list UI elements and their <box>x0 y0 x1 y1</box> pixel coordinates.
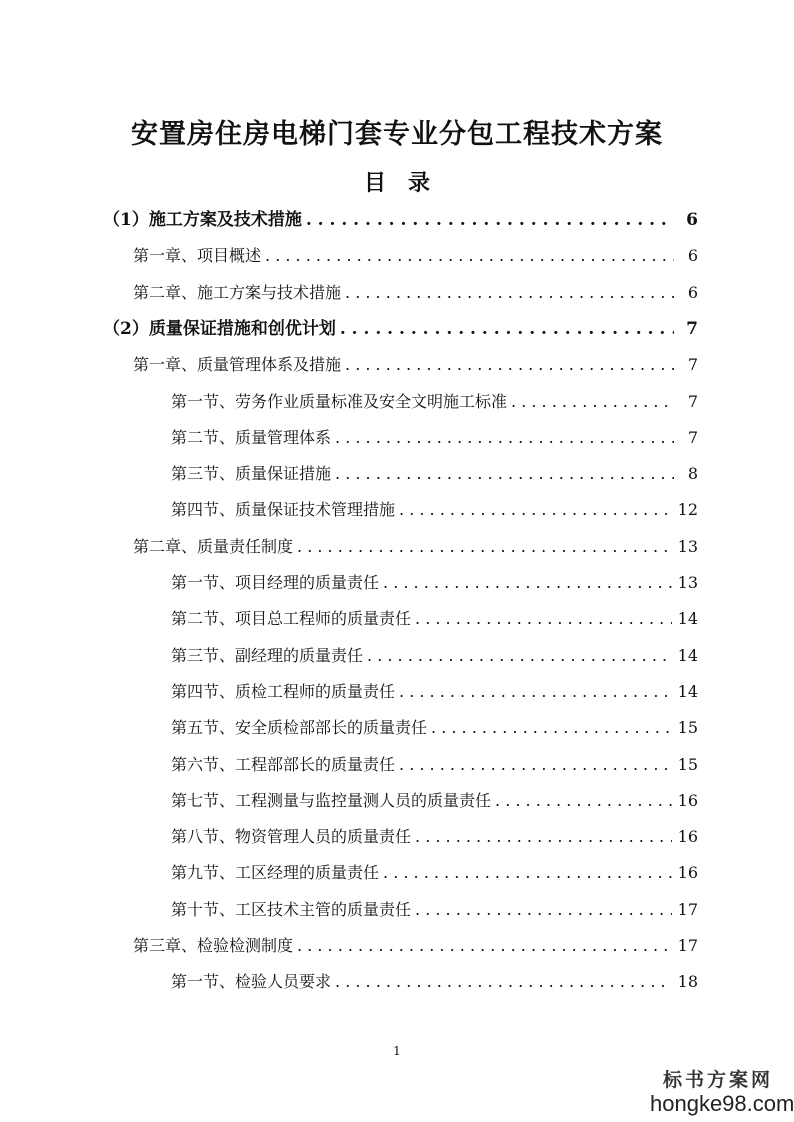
toc-entry-label: 第七节、工程测量与监控量测人员的质量责任 <box>171 790 492 810</box>
toc-entry[interactable] <box>133 244 698 268</box>
toc-entry-page-number: 16 <box>677 827 698 847</box>
toc-entry-page-number: 7 <box>687 427 698 447</box>
toc-entry-page-number: 15 <box>677 718 698 738</box>
toc-entry-page-number: 8 <box>687 464 698 484</box>
toc-entry[interactable] <box>171 571 698 595</box>
toc-leader-dots <box>345 281 674 305</box>
toc-entry-page-number: 16 <box>677 863 698 883</box>
toc-entry-label: 第四节、质检工程师的质量责任 <box>171 681 396 701</box>
toc-leader-dots <box>335 426 674 450</box>
toc-entry[interactable] <box>171 644 698 668</box>
watermark-url: hongke98.com <box>650 1091 794 1116</box>
toc-leader-dots <box>383 861 672 885</box>
toc-entry[interactable] <box>171 861 698 885</box>
toc-entry-page-number: 15 <box>677 754 698 774</box>
toc-entry-page-number: 6 <box>686 210 698 230</box>
toc-leader-dots <box>495 789 672 813</box>
toc-entry-label: 第二章、施工方案与技术措施 <box>133 282 342 302</box>
toc-entry-label: 第四节、质量保证技术管理措施 <box>171 500 396 520</box>
watermark <box>650 1068 794 1116</box>
toc-leader-dots <box>306 208 674 232</box>
toc-entry[interactable] <box>171 970 698 994</box>
toc-leader-dots <box>367 644 672 668</box>
toc-entry-page-number: 17 <box>677 936 698 955</box>
toc-entry-page-number: 14 <box>677 609 698 629</box>
toc-entry[interactable] <box>133 934 698 958</box>
toc-entry[interactable] <box>171 426 698 450</box>
toc-leader-dots <box>345 353 674 377</box>
toc-leader-dots <box>297 535 672 559</box>
toc-entry[interactable] <box>171 898 698 922</box>
toc-leader-dots <box>415 607 672 631</box>
toc-entry-page-number: 16 <box>677 790 698 810</box>
toc-heading-char-1: 目 <box>363 170 386 196</box>
toc-entry[interactable] <box>171 753 698 777</box>
toc-entry-label: 第九节、工区经理的质量责任 <box>171 863 380 883</box>
toc-entry-page-number: 7 <box>687 391 698 411</box>
toc-entry-label: 第二章、质量责任制度 <box>133 536 294 556</box>
toc-entry[interactable] <box>171 390 698 414</box>
toc-entry-label: （1）施工方案及技术措施 <box>103 210 302 230</box>
toc-entry[interactable] <box>171 789 698 813</box>
toc-entry-label: 第八节、物资管理人员的质量责任 <box>171 827 412 847</box>
toc-entry-page-number: 14 <box>677 681 698 701</box>
toc-entry[interactable] <box>103 317 698 341</box>
toc-leader-dots <box>399 753 672 777</box>
toc-leader-dots <box>415 825 672 849</box>
toc-leader-dots <box>383 571 672 595</box>
toc-entry[interactable] <box>171 607 698 631</box>
toc-entry-label: 第二节、质量管理体系 <box>171 427 332 447</box>
toc-entry[interactable] <box>133 353 698 377</box>
toc-entry-page-number: 12 <box>677 500 698 520</box>
toc-entry[interactable] <box>171 680 698 704</box>
toc-entry-label: 第一章、项目概述 <box>133 246 262 266</box>
toc-entry-label: 第六节、工程部部长的质量责任 <box>171 754 396 774</box>
toc-entry-page-number: 13 <box>677 536 698 556</box>
toc-entry[interactable] <box>171 498 698 522</box>
toc-entry-page-number: 13 <box>677 573 698 592</box>
toc-entry-page-number: 17 <box>677 899 698 919</box>
toc-entry-label: 第十节、工区技术主管的质量责任 <box>171 899 412 919</box>
toc-entry-label: 第五节、安全质检部部长的质量责任 <box>171 718 428 738</box>
toc-entry-page-number: 18 <box>677 972 698 992</box>
toc-entry-label: 第一节、项目经理的质量责任 <box>171 573 380 592</box>
toc-entry[interactable] <box>133 281 698 305</box>
toc-leader-dots <box>335 970 672 994</box>
toc-entry-label: 第一章、质量管理体系及措施 <box>133 355 342 375</box>
toc-entry-label: 第三节、副经理的质量责任 <box>171 645 364 665</box>
toc-entry[interactable] <box>171 825 698 849</box>
toc-leader-dots <box>297 934 672 958</box>
toc-leader-dots <box>335 462 674 486</box>
toc-entry-label: 第一节、劳务作业质量标准及安全文明施工标准 <box>171 391 508 411</box>
toc-entry-label: 第二节、项目总工程师的质量责任 <box>171 609 412 629</box>
toc-leader-dots <box>340 317 674 341</box>
toc-entry-page-number: 7 <box>686 318 698 339</box>
toc-entry[interactable] <box>133 535 698 559</box>
toc-leader-dots <box>399 680 672 704</box>
toc-entry-page-number: 6 <box>687 246 698 266</box>
toc-entry[interactable] <box>103 208 698 232</box>
page-number: 1 <box>393 1044 401 1058</box>
toc-leader-dots <box>415 898 672 922</box>
watermark-site-name: 标书方案网 <box>662 1069 773 1091</box>
toc-leader-dots <box>399 498 672 522</box>
toc-entry[interactable] <box>171 716 698 740</box>
toc-leader-dots <box>511 390 674 414</box>
toc-entry-page-number: 7 <box>687 355 698 375</box>
toc-heading-char-2: 录 <box>408 170 431 196</box>
toc-entry-label: 第一节、检验人员要求 <box>171 972 332 992</box>
toc-entry-page-number: 14 <box>677 645 698 665</box>
toc-entry-label: （2）质量保证措施和创优计划 <box>103 318 336 339</box>
toc-entry-label: 第三节、质量保证措施 <box>171 464 332 484</box>
toc-heading <box>0 166 794 197</box>
toc-entry-page-number: 6 <box>687 282 698 302</box>
document-title: 安置房住房电梯门套专业分包工程技术方案 <box>131 119 663 150</box>
toc-entry-label: 第三章、检验检测制度 <box>133 936 294 955</box>
toc-leader-dots <box>431 716 672 740</box>
toc-entry[interactable] <box>171 462 698 486</box>
toc-leader-dots <box>265 244 674 268</box>
